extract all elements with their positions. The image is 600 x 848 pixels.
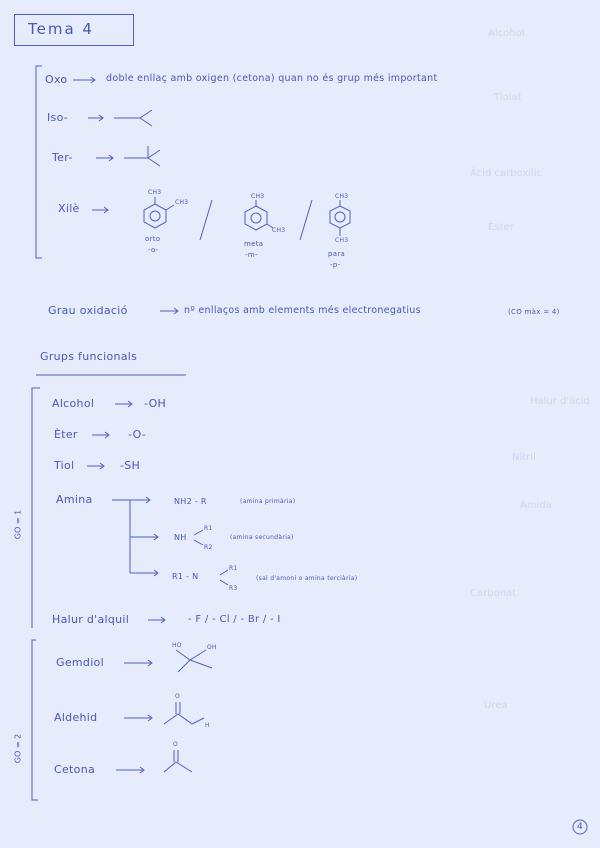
amine-secondary-r1: R1	[204, 525, 213, 532]
amine-secondary-note: (amina secundària)	[230, 534, 294, 541]
cetona-o: O	[173, 741, 179, 748]
amine-tertiary: R1 - N	[172, 572, 199, 581]
ter-label: Ter-	[52, 151, 73, 164]
amine-tertiary-r3: R3	[229, 585, 238, 592]
cetona-label: Cetona	[54, 763, 96, 776]
xile-label: Xilè	[58, 202, 80, 215]
oxo-label: Oxo	[45, 73, 68, 86]
meta-ch3-a: CH3	[251, 193, 265, 200]
meta-ch3-b: CH3	[272, 227, 286, 234]
para-ch3-b: CH3	[335, 237, 349, 244]
tiol-label: Tiol	[54, 459, 75, 472]
ortho-ch3-b: CH3	[175, 199, 189, 206]
amina-label: Amina	[56, 493, 93, 506]
para-label: para	[328, 250, 346, 258]
para-ch3-a: CH3	[335, 193, 349, 200]
go1-label: GO = 1	[13, 509, 23, 540]
ortho-ch3-a: CH3	[148, 189, 162, 196]
aldehid-label: Aldehid	[54, 711, 98, 724]
aldehid-o: O	[175, 693, 181, 700]
alcohol-label: Alcohol	[52, 397, 95, 410]
ortho-abbr: -o-	[148, 246, 159, 254]
amine-secondary-r2: R2	[204, 544, 213, 551]
ortho-label: orto	[145, 235, 161, 243]
page-number: 4	[577, 822, 584, 832]
amine-primary-note: (amina primària)	[240, 498, 296, 505]
amine-primary: NH2 - R	[174, 497, 207, 506]
gemdiol-oh: OH	[207, 644, 217, 651]
iso-label: Iso-	[47, 111, 69, 124]
halur-formula: - F / - Cl / - Br / - I	[188, 614, 281, 625]
tiol-formula: -SH	[120, 459, 141, 472]
eter-formula: -O-	[128, 428, 147, 441]
gemdiol-ho: HO	[172, 642, 182, 649]
para-abbr: -p-	[330, 261, 341, 269]
halur-label: Halur d'alquil	[52, 613, 130, 626]
eter-label: Èter	[54, 428, 78, 441]
oxo-description: doble enllaç amb oxigen (cetona) quan no és grup més important	[106, 73, 438, 84]
oxidation-note: (CO màx = 4)	[508, 308, 560, 316]
amine-secondary: NH	[174, 533, 187, 542]
gemdiol-label: Gemdiol	[56, 656, 104, 669]
amine-tertiary-note: (sal d'amoni o amina terciària)	[256, 575, 358, 582]
oxidation-label: Grau oxidació	[48, 304, 128, 317]
aldehid-h: H	[205, 722, 210, 729]
oxidation-description: nº enllaços amb elements més electronegatius	[184, 305, 421, 316]
amine-tertiary-r1: R1	[229, 565, 238, 572]
meta-abbr: -m-	[245, 251, 258, 259]
page-title: Tema 4	[28, 20, 94, 38]
meta-label: meta	[244, 240, 264, 248]
go2-label: GO = 2	[13, 733, 23, 764]
alcohol-formula: -OH	[144, 397, 167, 410]
groups-title: Grups funcionals	[40, 350, 138, 363]
